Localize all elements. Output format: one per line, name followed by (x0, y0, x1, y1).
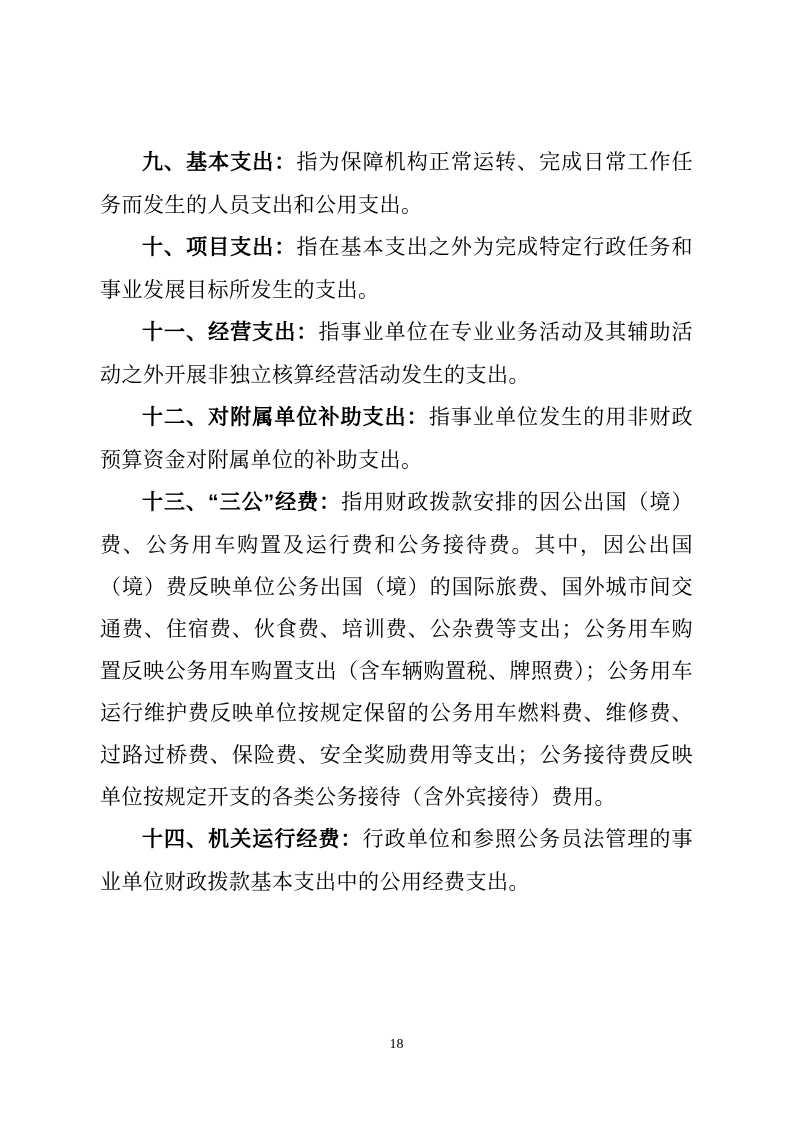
term-label: 九、基本支出： (142, 151, 297, 174)
definition-paragraph-subsidy-to-affiliates (100, 396, 693, 481)
term-label: 十二、对附属单位补助支出： (142, 406, 429, 429)
definition-paragraph-operating-expenditure (100, 311, 693, 396)
page-number: 18 (389, 1037, 404, 1052)
term-definition: 指为保障机构正常运转、完成日常工作任务而发生的人员支出和公用支出。 (100, 150, 693, 217)
term-label: 十四、机关运行经费： (142, 828, 363, 851)
term-label: 十一、经营支出： (142, 321, 319, 344)
term-definition: 指在基本支出之外为完成特定行政任务和事业发展目标所发生的支出。 (100, 235, 693, 302)
definition-paragraph-basic-expenditure (100, 141, 693, 226)
definition-paragraph-three-public-funds (100, 481, 693, 818)
term-definition: 指事业单位发生的用非财政预算资金对附属单位的补助支出。 (100, 405, 693, 472)
term-definition: 指事业单位在专业业务活动及其辅助活动之外开展非独立核算经营活动发生的支出。 (100, 320, 693, 387)
term-definition: 行政单位和参照公务员法管理的事业单位财政拨款基本支出中的公用经费支出。 (100, 827, 693, 894)
term-label: 十、项目支出： (142, 236, 297, 259)
term-label: 十三、“三公”经费： (142, 491, 342, 514)
term-definition: 指用财政拨款安排的因公出国（境）费、公务用车购置及运行费和公务接待费。其中，因公出国（境）费反映单位公务出国（境）的国际旅费、国外城市间交通费、住宿费、伙食费、培训费、公杂费等支出；公务用车购置反映公务用车购置支出（含车辆购置税、牌照费）；公务用车运行维护费反映单位按规定保留的公务用车燃料费、维修费、过路过桥费、保险费、安全奖励费用等支出；公务接待费反映单位按规定开支的各类公务接待（含外宾接待）费用。 (100, 490, 694, 809)
definition-paragraph-project-expenditure (100, 226, 693, 311)
definition-paragraph-agency-operating-funds (100, 818, 693, 903)
document-body (100, 141, 693, 903)
